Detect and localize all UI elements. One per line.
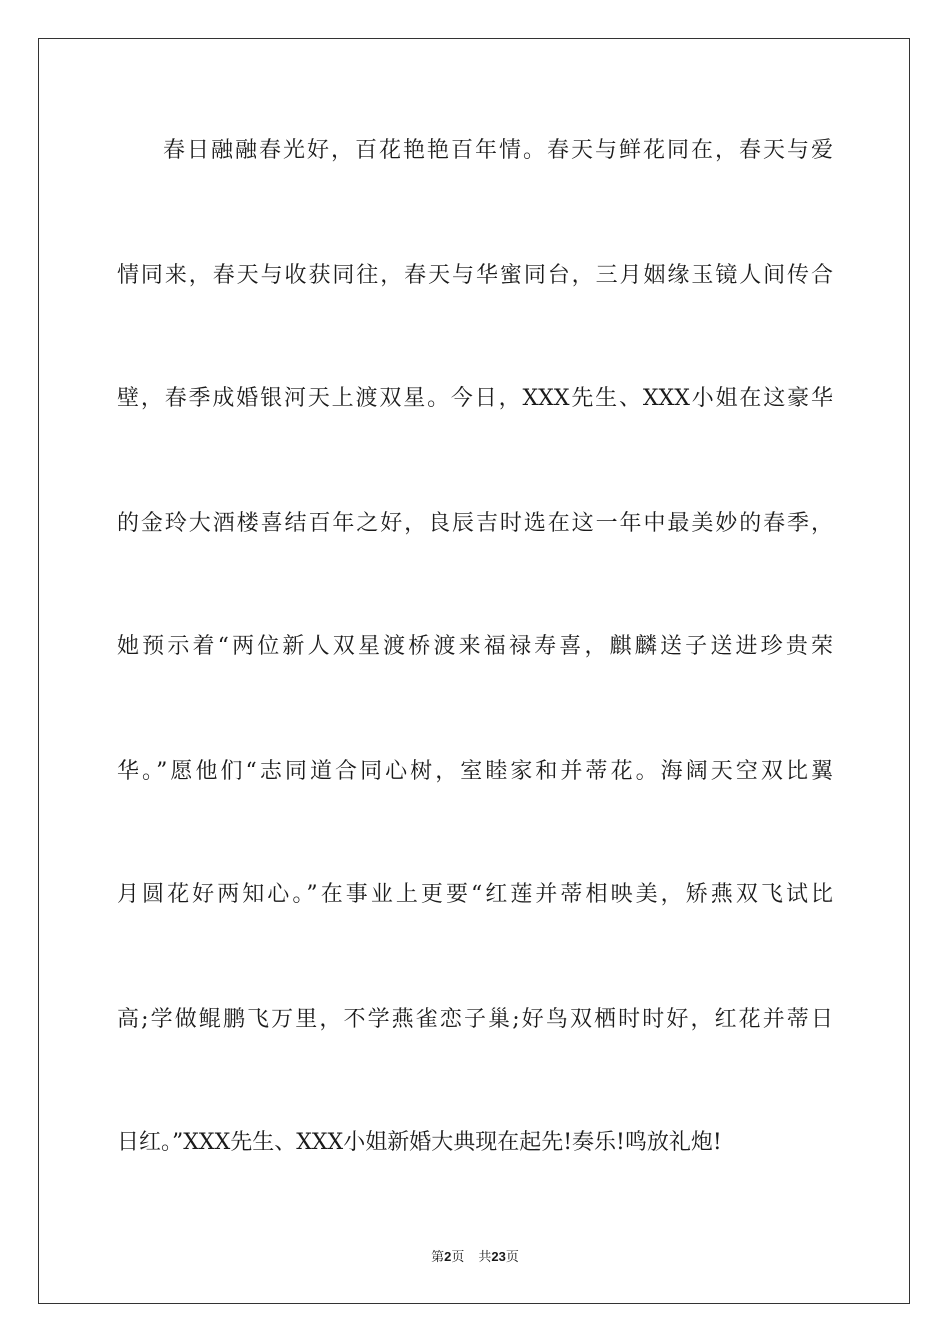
total-pages: 23	[491, 1249, 506, 1264]
paragraph-line: 她预示着“两位新人双星渡桥渡来福禄寿喜，麒麟送子送进珍贵荣	[117, 634, 833, 659]
total-prefix: 共	[478, 1250, 492, 1265]
paragraph-line: 情同来，春天与收获同往，春天与华蜜同台，三月姻缘玉镜人间传合	[117, 263, 833, 288]
paragraph-line: 的金玲大酒楼喜结百年之好，良辰吉时选在这一年中最美妙的春季，	[117, 511, 833, 536]
paragraph-line: 春日融融春光好，百花艳艳百年情。春天与鲜花同在，春天与爱	[163, 138, 833, 163]
paragraph-line: 月圆花好两知心。”在事业上更要“红莲并蒂相映美，矫燕双飞试比	[117, 882, 833, 907]
total-suffix: 页	[505, 1250, 519, 1265]
page-prefix: 第	[431, 1250, 445, 1265]
page-border	[38, 38, 910, 1304]
paragraph-line: 高;学做鲲鹏飞万里，不学燕雀恋子巢;好鸟双栖时时好，红花并蒂日	[117, 1007, 833, 1032]
page-footer	[0, 1249, 950, 1266]
paragraph-line: 华。”愿他们“志同道合同心树，室睦家和并蒂花。海阔天空双比翼	[117, 759, 833, 784]
paragraph-line: 壁，春季成婚银河天上渡双星。今日，XXX先生、XXX小姐在这豪华	[117, 386, 833, 411]
page-number: 2	[444, 1249, 452, 1264]
page-suffix: 页	[451, 1250, 465, 1265]
paragraph-line: 日红。”XXX先生、XXX小姐新婚大典现在起先!奏乐!鸣放礼炮!	[117, 1130, 722, 1155]
